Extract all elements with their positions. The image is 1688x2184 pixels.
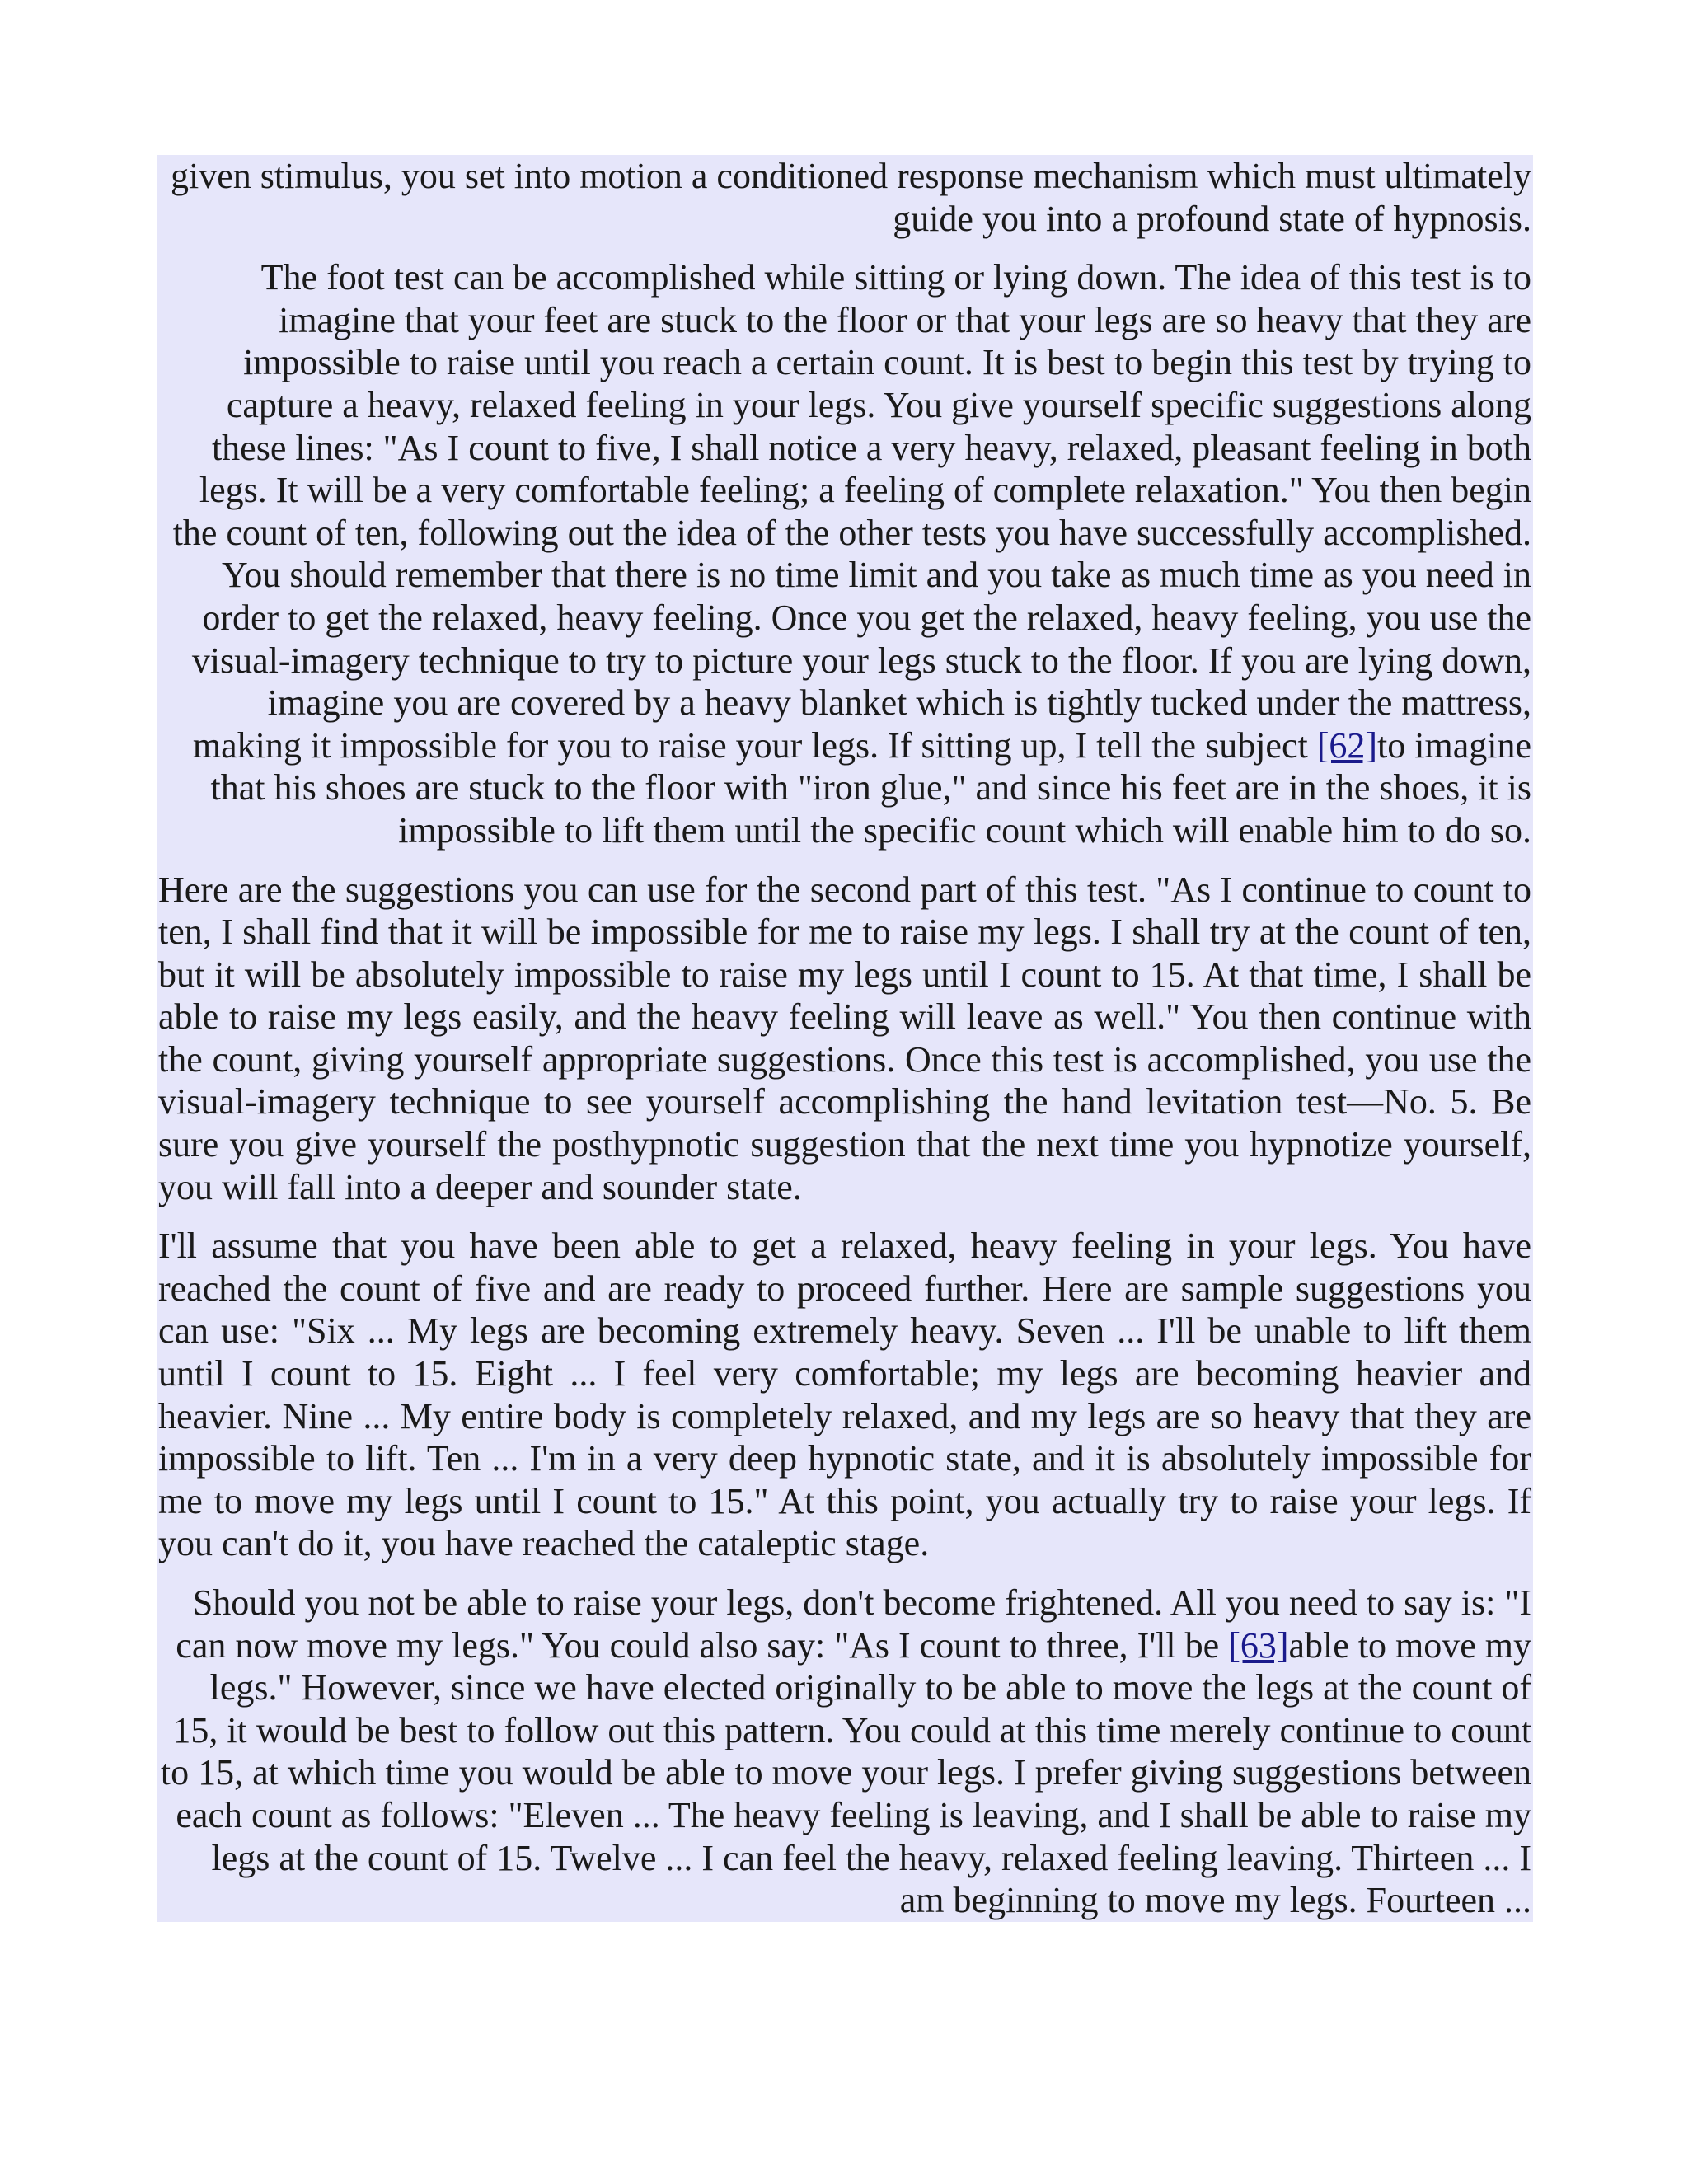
paragraph-continuation <box>157 155 1533 240</box>
paragraph-text: Should you not be able to raise your legs, don't become frightened. All you need to say is: "I can now move my legs." You could also say: "As I count to three, I'll be <box>176 1582 1531 1666</box>
paragraph-foot-test <box>157 256 1533 851</box>
paragraph-second-part <box>157 869 1533 1209</box>
paragraph-sample-suggestions <box>157 1225 1533 1565</box>
paragraph-text: The foot test can be accomplished while sitting or lying down. The idea of this test is to imagine that your feet are stuck to the floor or that your legs are so heavy that they are impossible to raise until you reach a certain count. It is best to begin this test by trying to capture a heavy, relaxed feeling in your legs. You give yourself specific suggestions along these lines: "As I count to five, I shall notice a very heavy, relaxed, pleasant feeling in both legs. It will be a very comfortable feeling; a feeling of complete relaxation." You then begin the count of ten, following out the idea of the other tests you have successfully accomplished. You should remember that there is no time limit and you take as much time as you need in order to get the relaxed, heavy feeling. Once you get the relaxed, heavy feeling, you use the visual-imagery technique to try to picture your legs stuck to the floor. If you are lying down, imagine you are covered by a heavy blanket which is tightly tucked under the mattress, making it impossible for you to raise your legs. If sitting up, I tell the subject <box>172 257 1531 766</box>
page-ref-link-62[interactable]: [62] <box>1316 724 1378 766</box>
paragraph-text: given stimulus, you set into motion a conditioned response mechanism which must ultimately guide you into a profound state of hypnosis. <box>170 156 1531 239</box>
paragraph-text: Here are the suggestions you can use for the second part of this test. "As I continue to count to ten, I shall find that it will be impossible for me to raise my legs. I shall try at the count of ten, but it will be absolutely impossible to raise my legs until I count to 15. At that time, I shall be able to raise my legs easily, and the heavy feeling will leave as well." You then continue with the count, giving yourself appropriate suggestions. Once this test is accomplished, you use the visual-imagery technique to see yourself accomplishing the hand levitation test—No. 5. Be sure you give yourself the posthypnotic suggestion that the next time you hypnotize yourself, you will fall into a deeper and sounder state. <box>158 869 1531 1207</box>
page-ref-link-63[interactable]: [63] <box>1228 1624 1289 1666</box>
page-content <box>157 155 1533 1922</box>
paragraph-text: I'll assume that you have been able to get a relaxed, heavy feeling in your legs. You have reached the count of five and are ready to proceed further. Here are sample suggestions you can use: "Six ... My legs are becoming extremely heavy. Seven ... I'll be unable to lift them until I count to 15. Eight ... I feel very comfortable; my legs are becoming heavier and heavier. Nine ... My entire body is completely relaxed, and my legs are so heavy that they are impossible to lift. Ten ... I'm in a very deep hypnotic state, and it is absolutely impossible for me to move my legs until I count to 15." At this point, you actually try to raise your legs. If you can't do it, you have reached the cataleptic stage. <box>158 1226 1531 1564</box>
paragraph-should-you-not <box>157 1582 1533 1922</box>
paragraph-text: able to move my legs." However, since we have elected originally to be able to move the legs at the count of 15, it would be best to follow out this pattern. You could at this time merely continue to count to 15, at which time you would be able to move your legs. I prefer giving suggestions between each count as follows: "Eleven ... The heavy feeling is leaving, and I shall be able to raise my legs at the count of 15. Twelve ... I can feel the heavy, relaxed feeling leaving. Thirteen ... I am beginning to move my legs. Fourteen ... <box>160 1624 1531 1921</box>
paragraph-text: to imagine that his shoes are stuck to the floor with "iron glue," and since his feet are in the shoes, it is impossible to lift them until the specific count which will enable him to do so. <box>210 724 1531 851</box>
